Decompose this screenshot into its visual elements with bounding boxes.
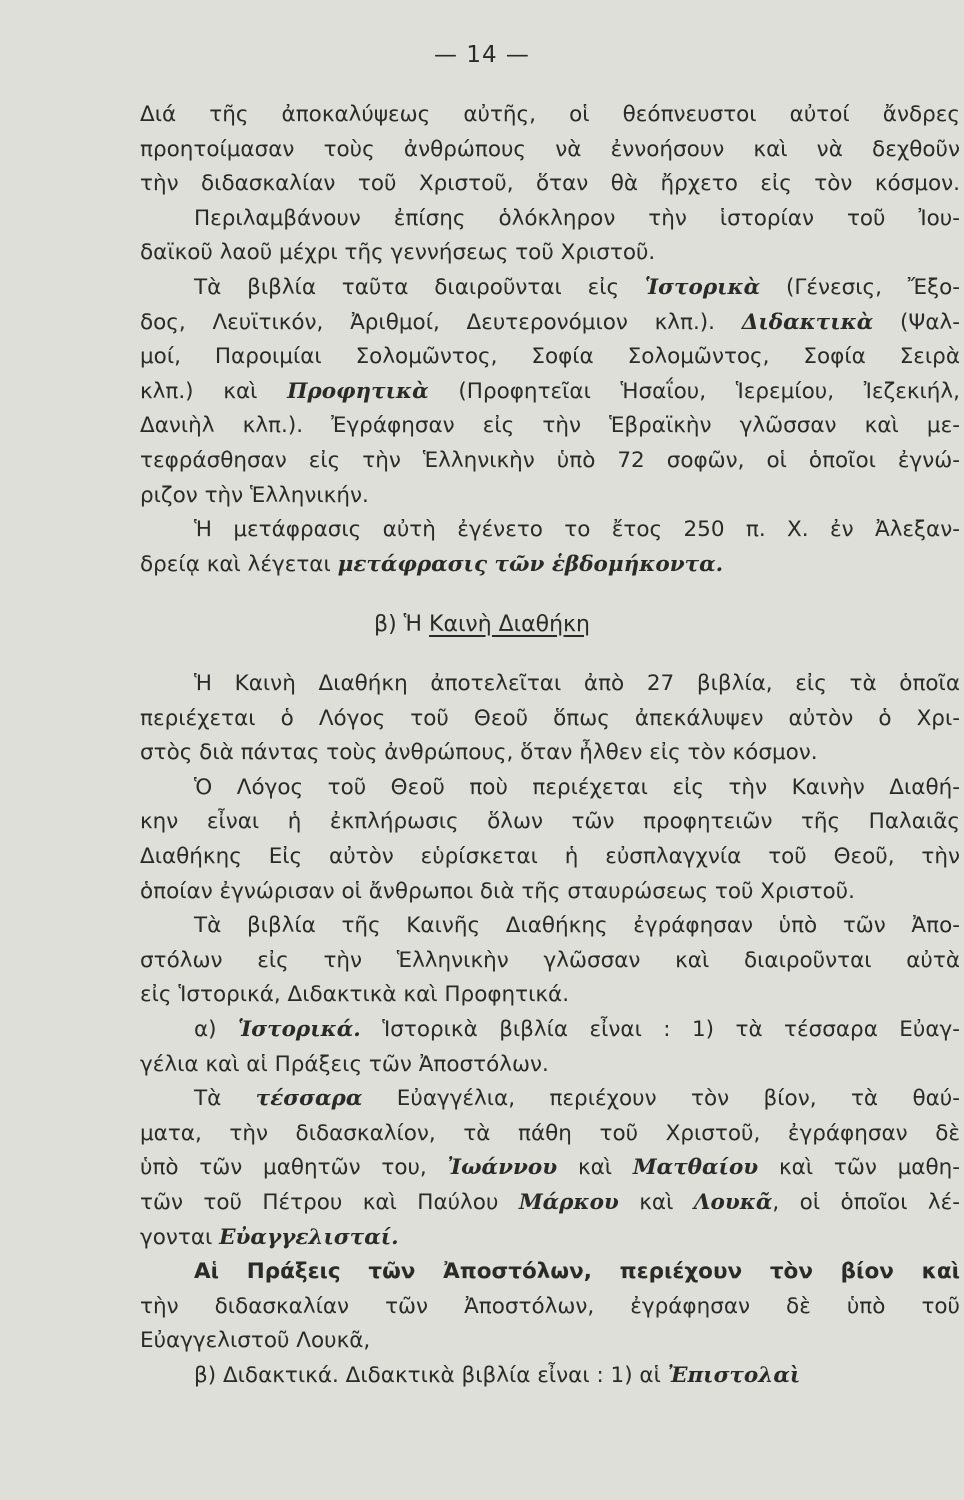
line-text: Τὰ βιβλία τῆς Καινῆς Διαθήκης ἐγράφησαν ὑπὸ τῶν Ἀπο-: [194, 913, 960, 939]
text-line: [140, 1013, 960, 1048]
line-text: ὁποίαν ἐγνώρισαν οἱ ἄνθρωποι διὰ τῆς σταυρώσεως τοῦ Χριστοῦ.: [140, 878, 855, 904]
line-text: (Προφητεῖαι Ἡσαΐου, Ἱερεμίου, Ἰεζεκιήλ,: [428, 378, 960, 404]
line-text: καὶ: [557, 1155, 633, 1181]
text-line: [140, 1082, 960, 1117]
text-line: [140, 667, 960, 702]
text-line: [140, 513, 960, 548]
text-block-new-testament: [140, 667, 960, 1393]
text-block-old-testament: [140, 98, 960, 582]
line-text: εἰς Ἱστορικά, Διδακτικὰ καὶ Προφητικά.: [140, 982, 570, 1008]
text-line: [140, 340, 960, 375]
emphasized-text: Ματθαίου: [632, 1155, 759, 1181]
section-title-prefix: β) Ἡ: [374, 612, 430, 637]
section-title-main: Καινὴ Διαθήκη: [429, 612, 590, 637]
line-text: Ὁ Λόγος τοῦ Θεοῦ ποὺ περιέχεται εἰς τὴν Καινὴν Διαθή-: [194, 774, 960, 800]
line-text: α): [194, 1016, 238, 1042]
line-text: Διά τῆς ἀποκαλύψεως αὐτῆς, οἱ θεόπνευστοι αὐτοί ἄνδρες: [140, 102, 960, 127]
line-text: Εὐαγγέλια, περιέχουν τὸν βίον, τὰ θαύ-: [362, 1086, 961, 1112]
text-line: [140, 736, 960, 771]
text-line: [140, 98, 960, 133]
line-text: ριζον τὴν Ἑλληνικήν.: [140, 482, 369, 508]
text-line: [140, 236, 960, 271]
emphasized-text: Μάρκου: [518, 1189, 619, 1215]
line-text: τὴν διδασκαλίαν τοῦ Χριστοῦ, ὅταν θὰ ἤρχετο εἰς τὸν κόσμον.: [140, 171, 960, 197]
emphasized-text: Ἰωάννου: [447, 1155, 558, 1181]
line-text: μοί, Παροιμίαι Σολομῶντος, Σοφία Σολομῶντος, Σοφία Σειρὰ: [140, 344, 960, 370]
text-line: [140, 444, 960, 479]
emphasized-text: μετάφρασις τῶν ἑβδομήκοντα.: [337, 551, 724, 577]
text-line: [140, 875, 960, 910]
text-line: [140, 375, 960, 410]
text-line: [140, 1186, 960, 1221]
line-text: γονται: [140, 1224, 220, 1250]
emphasized-text: Προφητικὰ: [287, 378, 429, 404]
text-line: [140, 479, 960, 514]
text-line: [140, 805, 960, 840]
line-text: καὶ τῶν μαθη-: [758, 1155, 960, 1181]
line-text: τεφράσθησαν εἰς τὴν Ἑλληνικὴν ὑπὸ 72 σοφῶν, οἱ ὁποῖοι ἐγνώ-: [140, 447, 960, 473]
text-line: [140, 133, 960, 168]
text-line: [140, 1359, 960, 1394]
line-text: τῶν τοῦ Πέτρου καὶ Παύλου: [140, 1189, 519, 1215]
text-line: [140, 167, 960, 202]
line-text: (Ψαλ-: [873, 309, 960, 335]
line-text: γέλια καὶ αἱ Πράξεις τῶν Ἀποστόλων.: [140, 1051, 549, 1077]
line-text: Δανιὴλ κλπ.). Ἐγράφησαν εἰς τὴν Ἑβραϊκὴν γλῶσσαν καὶ με-: [140, 413, 960, 439]
line-text: β) Διδακτικά. Διδακτικὰ βιβλία εἶναι : 1) αἱ: [194, 1362, 668, 1388]
line-text: Τὰ βιβλία ταῦτα διαιροῦνται εἰς: [194, 274, 645, 300]
line-text: κλπ.) καὶ: [140, 378, 288, 404]
line-text: κην εἶναι ἡ ἐκπλήρωσις ὅλων τῶν προφητειῶν τῆς Παλαιᾶς: [140, 809, 960, 835]
line-text: ματα, τὴν διδασκαλίον, τὰ πάθη τοῦ Χριστοῦ, ἐγράφησαν δὲ: [140, 1120, 960, 1146]
line-text: ὑπὸ τῶν μαθητῶν του,: [140, 1155, 448, 1181]
text-line: [140, 702, 960, 737]
line-text: Περιλαμβάνουν ἐπίσης ὁλόκληρον τὴν ἱστορίαν τοῦ Ἰου-: [194, 205, 960, 231]
emphasized-text: τέσσαρα: [255, 1086, 363, 1112]
emphasized-text: Λουκᾶ: [693, 1189, 773, 1215]
line-text: Τὰ: [194, 1086, 256, 1112]
text-line: [140, 944, 960, 979]
page-number: — 14 —: [434, 42, 530, 68]
text-line: [140, 909, 960, 944]
line-text: Αἱ Πράξεις τῶν Ἀποστόλων, περιέχουν τὸν βίον καὶ: [194, 1259, 960, 1285]
line-text: Ἡ μετάφρασις αὐτὴ ἐγένετο το ἔτος 250 π. Χ. ἐν Ἀλεξαν-: [194, 517, 960, 543]
text-line: [140, 202, 960, 237]
text-line: [140, 1255, 960, 1290]
emphasized-text: Διδακτικὰ: [741, 309, 874, 335]
line-text: Εὐαγγελιστοῦ Λουκᾶ,: [140, 1328, 371, 1354]
line-text: προητοίμασαν τοὺς ἀνθρώπους νὰ ἐννοήσουν καὶ νὰ δεχθοῦν: [140, 136, 960, 162]
text-line: [140, 1117, 960, 1152]
section-title: [0, 612, 964, 637]
text-line: [140, 1290, 960, 1325]
text-line: [140, 1048, 960, 1083]
text-line: [140, 1221, 960, 1256]
line-text: δρείᾳ καὶ λέγεται: [140, 551, 338, 577]
line-text: Διαθήκης Εἰς αὐτὸν εὑρίσκεται ἡ εὐσπλαγχνία τοῦ Θεοῦ, τὴν: [140, 843, 960, 869]
text-line: [140, 409, 960, 444]
text-line: [140, 840, 960, 875]
text-line: [140, 548, 960, 583]
text-line: [140, 271, 960, 306]
emphasized-text: Ἱστορικά.: [238, 1016, 361, 1042]
line-text: Ἡ Καινὴ Διαθήκη ἀποτελεῖται ἀπὸ 27 βιβλία, εἰς τὰ ὁποῖα: [194, 671, 960, 696]
text-line: [140, 771, 960, 806]
line-text: τὴν διδασκαλίαν τῶν Ἀποστόλων, ἐγράφησαν δὲ ὑπὸ τοῦ: [140, 1293, 960, 1319]
line-text: (Γένεσις, Ἔξο-: [760, 274, 960, 300]
line-text: δος, Λευϊτικόν, Ἀριθμοί, Δευτερονόμιον κλπ.).: [140, 309, 742, 335]
line-text: καὶ: [618, 1189, 694, 1215]
text-line: [140, 978, 960, 1013]
emphasized-text: Ἐπιστολαὶ: [667, 1362, 801, 1388]
text-line: [140, 1151, 960, 1186]
text-line: [140, 306, 960, 341]
line-text: περιέχεται ὁ Λόγος τοῦ Θεοῦ ὅπως ἀπεκάλυψεν αὐτὸν ὁ Χρι-: [140, 705, 960, 731]
line-text: Ἱστορικὰ βιβλία εἶναι : 1) τὰ τέσσαρα Εὐαγ-: [360, 1016, 960, 1042]
emphasized-text: Ἱστορικὰ: [644, 274, 761, 300]
line-text: στὸς διὰ πάντας τοὺς ἀνθρώπους, ὅταν ἦλθεν εἰς τὸν κόσμον.: [140, 740, 818, 766]
line-text: δαϊκοῦ λαοῦ μέχρι τῆς γεννήσεως τοῦ Χριστοῦ.: [140, 240, 656, 266]
line-text: , οἱ ὁποῖοι λέ-: [772, 1189, 960, 1215]
emphasized-text: Εὐαγγελισταί.: [219, 1224, 399, 1250]
text-line: [140, 1324, 960, 1359]
line-text: στόλων εἰς τὴν Ἑλληνικὴν γλῶσσαν καὶ διαιροῦνται αὐτὰ: [140, 947, 960, 973]
